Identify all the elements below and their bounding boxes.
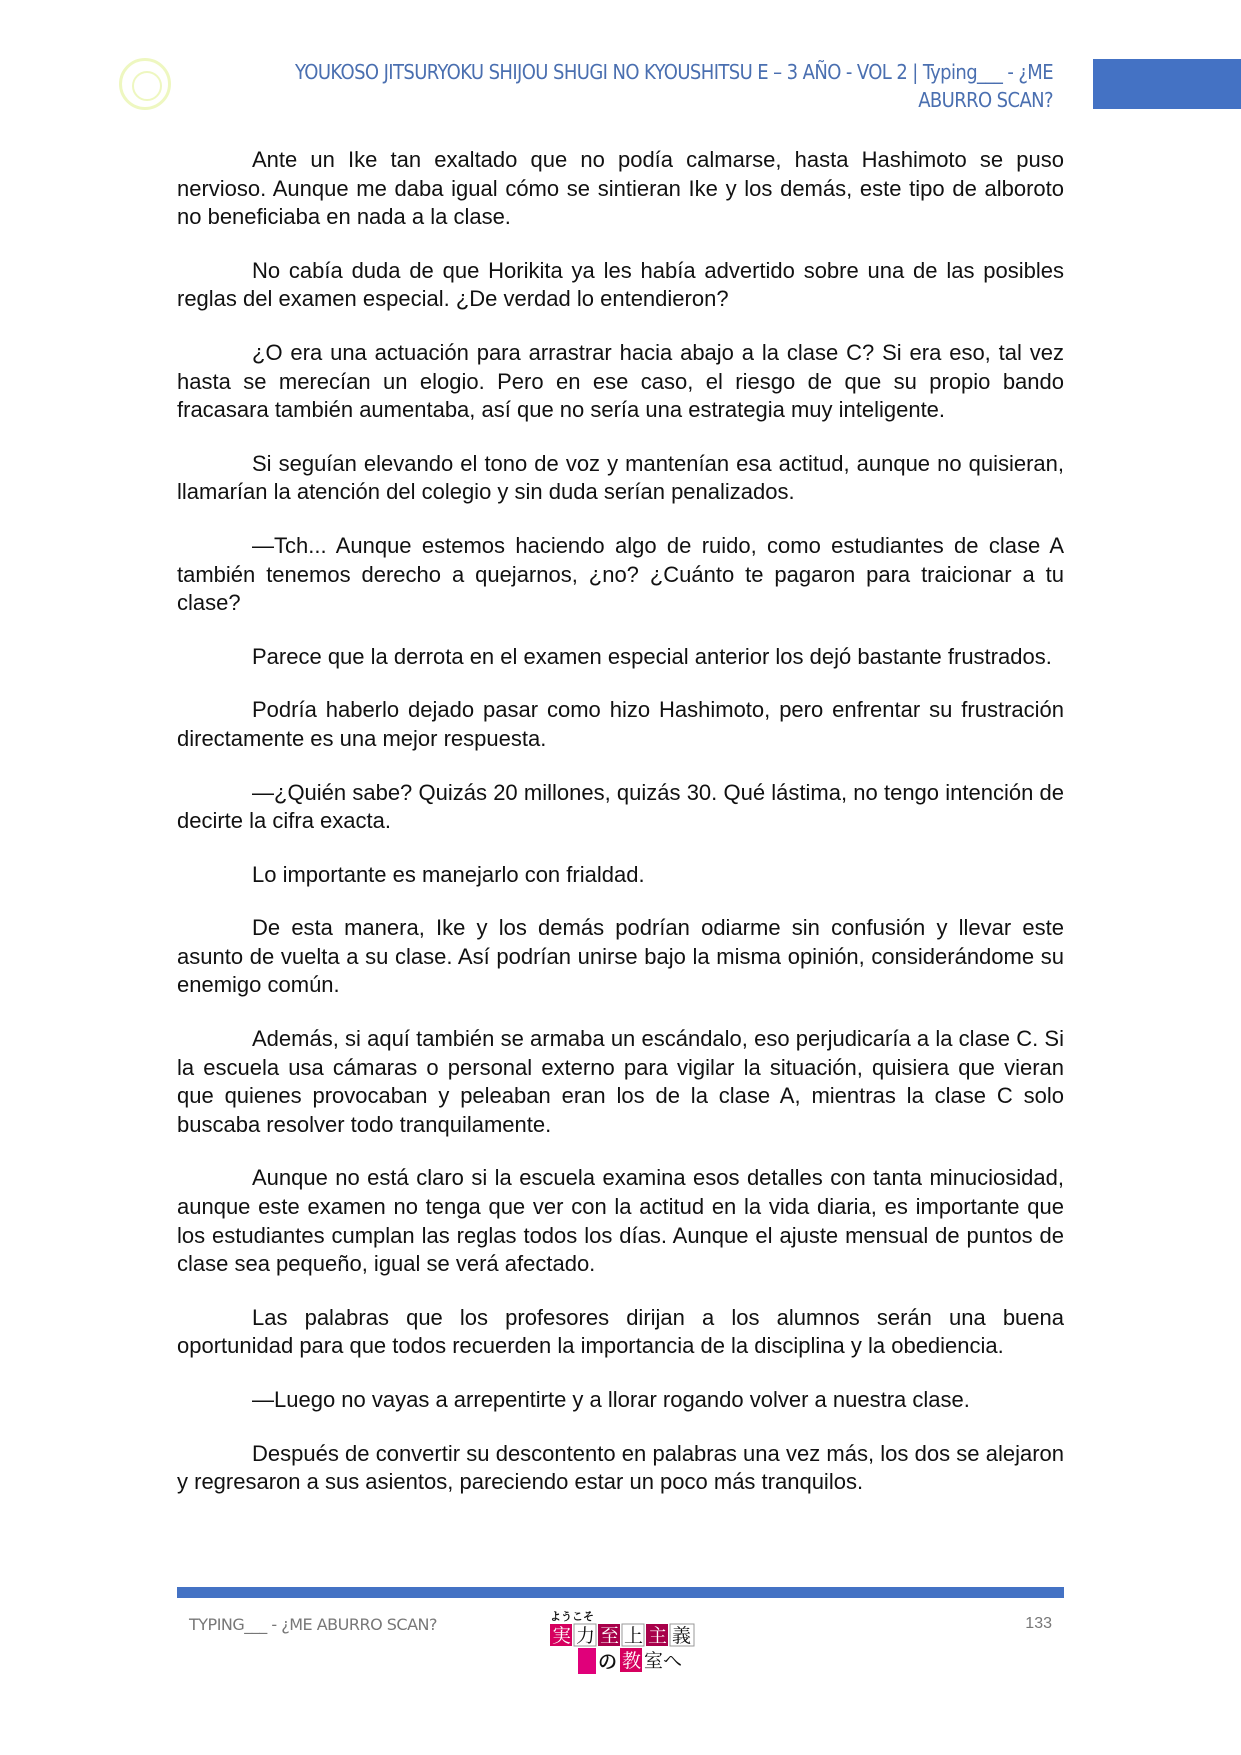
paragraph: Lo importante es manejarlo con frialdad. (252, 861, 645, 887)
header-title (185, 58, 1053, 114)
header-emblem-icon (119, 58, 171, 110)
paragraph: —Luego no vayas a arrepentirte y a llorar rogando volver a nuestra clase. (252, 1387, 970, 1412)
paragraph: Además, si aquí también se armaba un escándalo, eso perjudicaría a la clase C. Si la escuela usa cámaras o personal externo para vigilar la situación, quisiera que vieran que quienes provocaban y peleaban eran los de la clase A, mientras la clase C solo buscaba resolver todo tranquilamente. (177, 1026, 1064, 1137)
paragraph: Si seguían elevando el tono de voz y mantenían esa actitud, aunque no quisieran, llamarían la atención del colegio y sin duda serían penalizados. (177, 450, 1064, 505)
series-logo (548, 1608, 698, 1676)
svg-text:主: 主 (648, 1625, 668, 1647)
svg-text:至: 至 (600, 1625, 620, 1647)
svg-text:力: 力 (576, 1625, 596, 1647)
paragraph: Aunque no está claro si la escuela examina esos detalles con tanta minuciosidad, aunque este examen no tenga que ver con la actitud en la vida diaria, es importante que los estudiantes cumplan las reglas todos los días. Aunque el ajuste mensual de puntos de clase sea pequeño, igual se verá afectado. (177, 1165, 1064, 1277)
svg-text:上: 上 (624, 1625, 644, 1647)
paragraph: Después de convertir su descontento en palabras una vez más, los dos se alejaron y regresaron a sus asientos, pareciendo estar un poco más tranquilos. (177, 1440, 1064, 1495)
svg-text:義: 義 (672, 1625, 692, 1647)
paragraph: ¿O era una actuación para arrastrar hacia abajo a la clase C? Si era eso, tal vez hasta se merecían un elogio. Pero en ese caso, el riesgo de que su propio bando fracasara también aumentaba, así que no sería una estrategia muy inteligente. (177, 339, 1064, 423)
page-body (177, 146, 1064, 1522)
header-title-line2: ABURRO SCAN? (918, 88, 1053, 112)
header-accent-block (1093, 59, 1241, 109)
paragraph: Las palabras que los profesores dirijan a los alumnos serán una buena oportunidad para que todos recuerden la importancia de la disciplina y la obediencia. (177, 1304, 1064, 1359)
svg-text:室へ: 室へ (644, 1650, 683, 1672)
paragraph: —Tch... Aunque estemos haciendo algo de ruido, como estudiantes de clase A también tenemos derecho a quejarnos, ¿no? ¿Cuánto te pagaron para traicionar a tu clase? (177, 532, 1064, 616)
svg-text:教: 教 (622, 1650, 642, 1672)
paragraph: Podría haberlo dejado pasar como hizo Hashimoto, pero enfrentar su frustración directamente es una mejor respuesta. (177, 697, 1064, 751)
svg-text:の: の (598, 1651, 618, 1673)
footer-credit: TYPING___ - ¿ME ABURRO SCAN? (189, 1615, 437, 1634)
page-number: 133 (1025, 1615, 1052, 1632)
svg-text:実: 実 (552, 1625, 572, 1647)
paragraph: No cabía duda de que Horikita ya les había advertido sobre una de las posibles reglas del examen especial. ¿De verdad lo entendieron? (177, 257, 1064, 312)
paragraph: Ante un Ike tan exaltado que no podía calmarse, hasta Hashimoto se puso nervioso. Aunque me daba igual cómo se sintieran Ike y los demás, este tipo de alboroto no beneficiaba en nada a la clase. (177, 147, 1064, 230)
footer-divider (177, 1587, 1064, 1598)
header-title-line1: YOUKOSO JITSURYOKU SHIJOU SHUGI NO KYOUSHITSU E – 3 AÑO - VOL 2 | Typing___ - ¿ME (294, 60, 1053, 84)
paragraph: —¿Quién sabe? Quizás 20 millones, quizás 30. Qué lástima, no tengo intención de decirte la cifra exacta. (177, 779, 1064, 834)
paragraph: De esta manera, Ike y los demás podrían odiarme sin confusión y llevar este asunto de vuelta a su clase. Así podrían unirse bajo la misma opinión, considerándome su enemigo común. (177, 915, 1064, 998)
svg-text:ようこそ: ようこそ (550, 1610, 594, 1623)
paragraph: Parece que la derrota en el examen especial anterior los dejó bastante frustrados. (252, 643, 1052, 669)
